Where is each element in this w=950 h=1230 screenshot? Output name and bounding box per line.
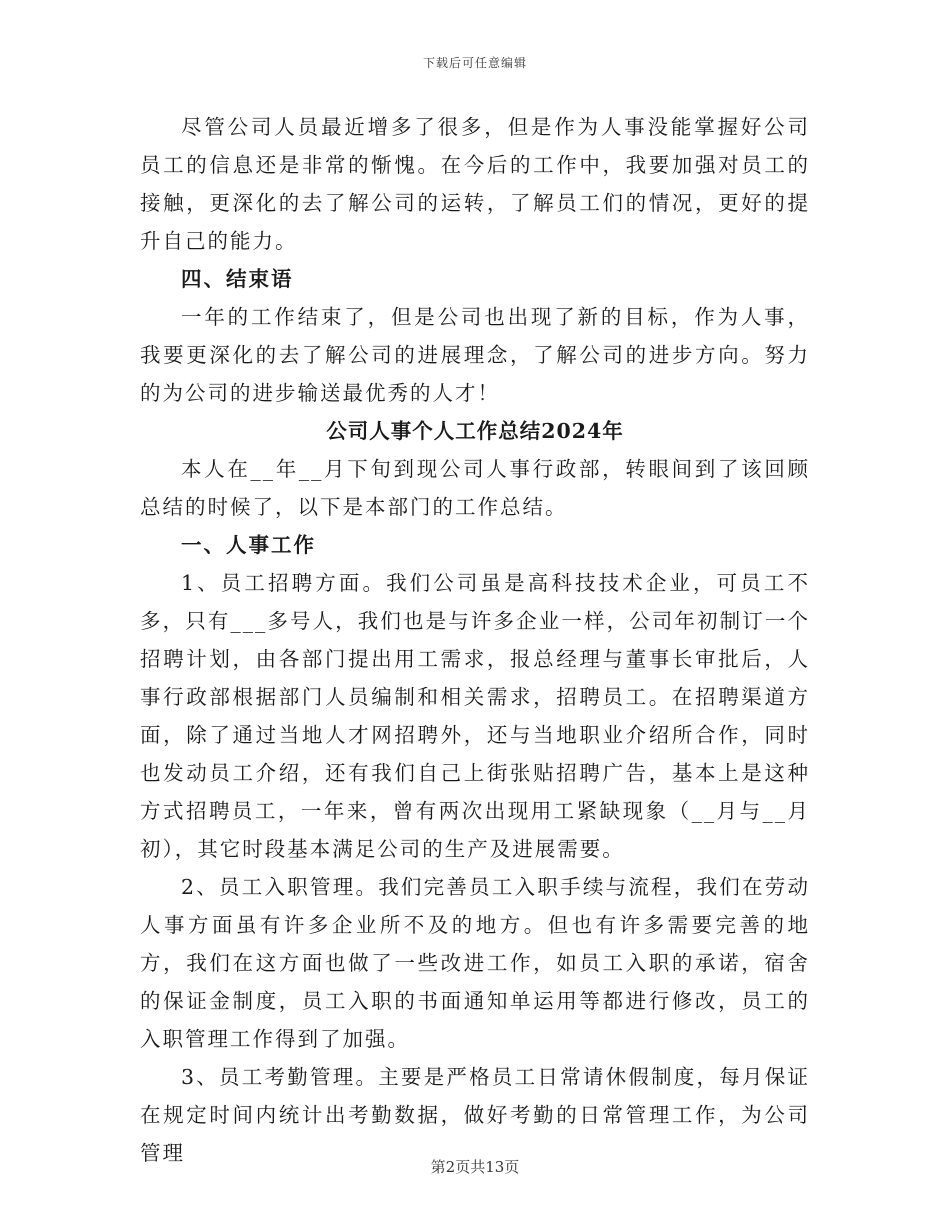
paragraph-onboarding: 2、员工入职管理。我们完善员工入职手续与流程，我们在劳动人事方面虽有许多企业所不及的地方。但也有许多需要完善的地方，我们在这方面也做了一些改进工作，如员工入职的承诺，宿舍的保证金制度，员工入职的书面通知单运用等都进行修改，员工的入职管理工作得到了加强。 <box>140 875 810 1051</box>
paragraph-conclusion: 一年的工作结束了，但是公司也出现了新的目标，作为人事，我要更深化的去了解公司的进展理念，了解公司的进步方向。努力的为公司的进步输送最优秀的人才！ <box>140 305 810 405</box>
paragraph-intro: 本人在__年__月下旬到现公司人事行政部，转眼间到了该回顾总结的时候了，以下是本部门的工作总结。 <box>140 457 810 519</box>
header-note: 下载后可任意编辑 <box>422 56 527 70</box>
page-number: 第2页共13页 <box>430 1158 520 1176</box>
paragraph-staff-info: 尽管公司人员最近增多了很多，但是作为人事没能掌握好公司员工的信息还是非常的惭愧。在今后的工作中，我要加强对员工的接触，更深化的去了解公司的运转，了解员工们的情况，更好的提升自己的能力。 <box>140 115 810 253</box>
document-title: 公司人事个人工作总结2024年 <box>326 419 624 443</box>
paragraph-recruitment: 1、员工招聘方面。我们公司虽是高科技技术企业，可员工不多，只有___多号人，我们也是与许多企业一样，公司年初制订一个招聘计划，由各部门提出用工需求，报总经理与董事长审批后，人事行政部根据部门人员编制和相关需求，招聘员工。在招聘渠道方面，除了通过当地人才网招聘外，还与当地职业介绍所合作，同时也发动员工介绍，还有我们自己上街张贴招聘广告，基本上是这种方式招聘员工，一年来，曾有两次出现用工紧缺现象（__月与__月初），其它时段基本满足公司的生产及进展需要。 <box>140 571 810 861</box>
section-heading-hr-work: 一、人事工作 <box>181 533 316 557</box>
section-heading-conclusion: 四、结束语 <box>181 267 294 291</box>
paragraph-attendance: 3、员工考勤管理。主要是严格员工日常请休假制度，每月保证在规定时间内统计出考勤数据，做好考勤的日常管理工作，为公司管理 <box>140 1065 810 1165</box>
document-body <box>140 108 810 1172</box>
